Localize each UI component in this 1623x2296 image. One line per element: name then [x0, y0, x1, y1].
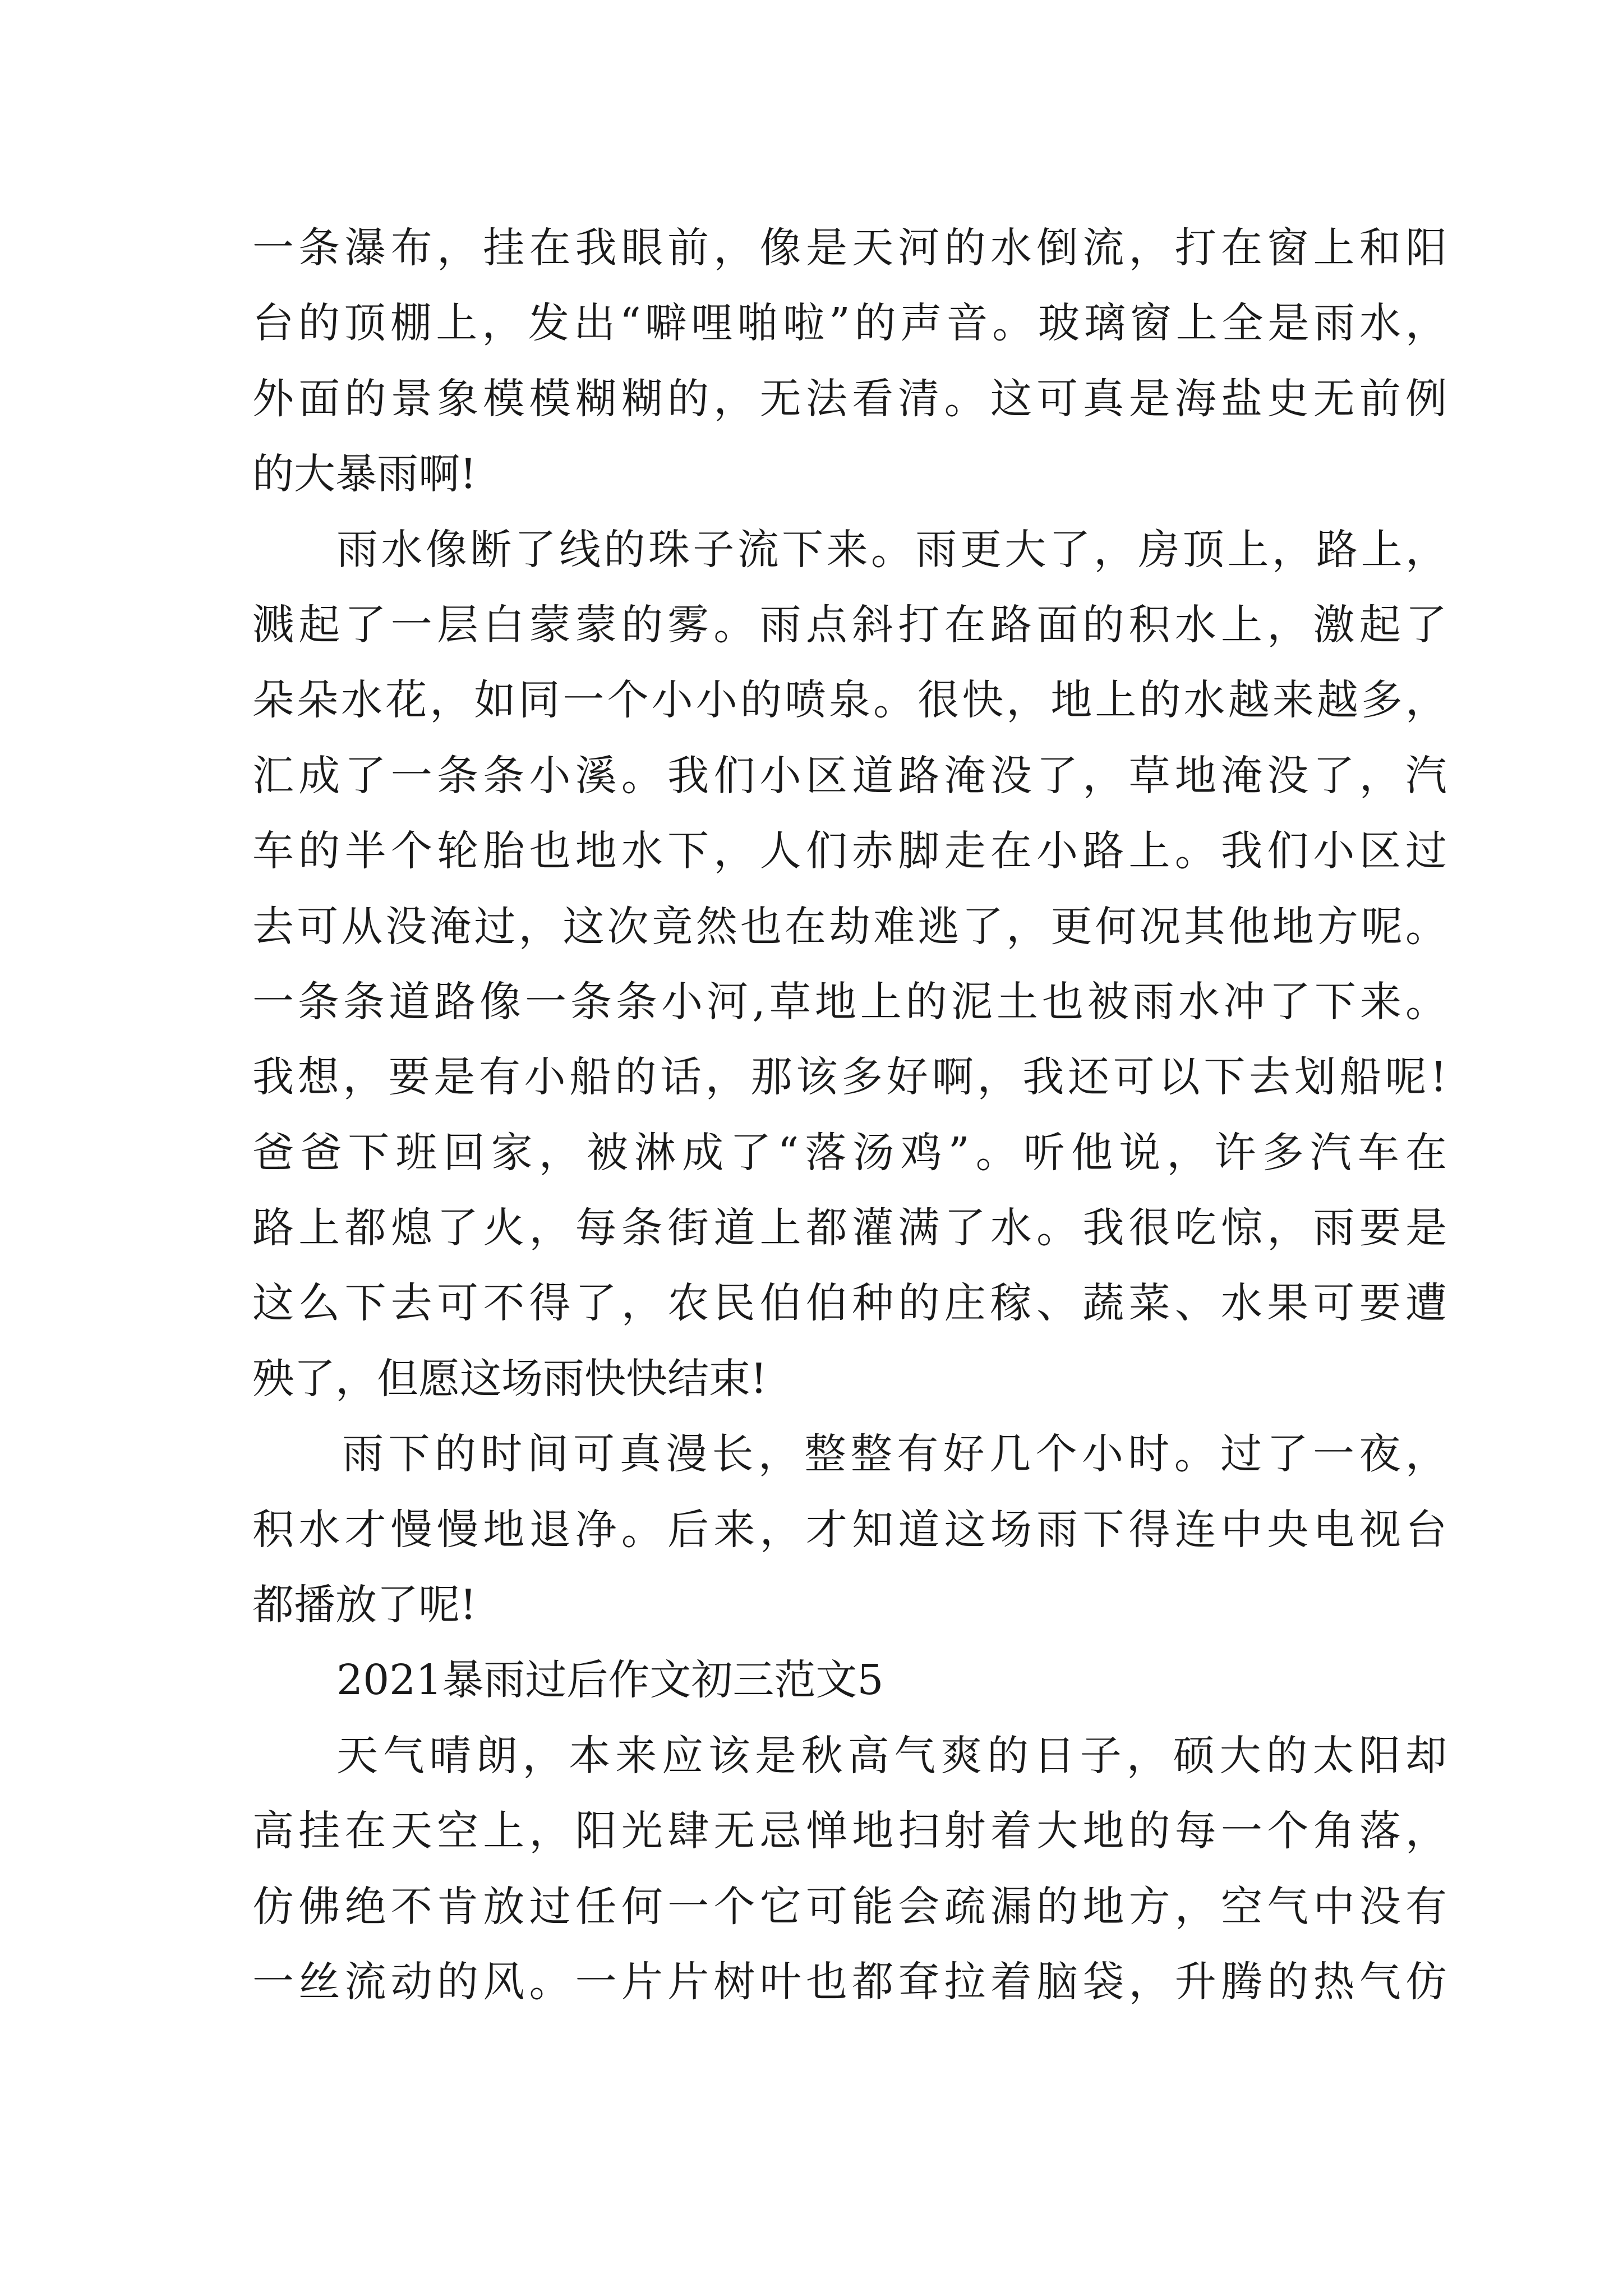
paragraph-first-line: 雨下的时间可真漫长，整整有好几个小时。过了一夜， — [342, 1430, 1447, 1479]
text-line: 高挂在天空上，阳光肆无忌惮地扫射着大地的每一个角落， — [252, 1807, 1447, 1856]
text-line: 汇成了一条条小溪。我们小区道路淹没了，草地淹没了，汽 — [252, 751, 1447, 800]
text-line: 台的顶棚上，发出“噼哩啪啦”的声音。玻璃窗上全是雨水， — [252, 299, 1447, 348]
text-line: 一条条道路像一条条小河,草地上的泥土也被雨水冲了下来。 — [252, 977, 1447, 1026]
text-line: 外面的景象模模糊糊的，无法看清。这可真是海盐史无前例 — [252, 374, 1447, 423]
text-line: 仿佛绝不肯放过任何一个它可能会疏漏的地方，空气中没有 — [252, 1882, 1447, 1931]
text-line: 车的半个轮胎也地水下，人们赤脚走在小路上。我们小区过 — [252, 827, 1447, 876]
text-line: 爸爸下班回家，被淋成了“落汤鸡”。听他说，许多汽车在 — [252, 1128, 1447, 1177]
paragraph-end-line: 都播放了呢! — [252, 1581, 477, 1630]
section-heading: 2021暴雨过后作文初三范文5 — [336, 1656, 884, 1705]
text-line: 去可从没淹过，这次竟然也在劫难逃了，更何况其他地方呢。 — [252, 902, 1447, 951]
text-line: 朵朵水花，如同一个小小的喷泉。很快，地上的水越来越多， — [252, 676, 1447, 725]
paragraph-first-line: 雨水像断了线的珠子流下来。雨更大了，房顶上，路上， — [336, 525, 1447, 574]
text-line: 一丝流动的风。一片片树叶也都耷拉着脑袋，升腾的热气仿 — [252, 1957, 1447, 2006]
paragraph-end-line: 殃了，但愿这场雨快快结束! — [252, 1354, 767, 1403]
text-line: 溅起了一层白蒙蒙的雾。雨点斜打在路面的积水上，激起了 — [252, 600, 1447, 649]
essay-body — [252, 210, 1447, 2019]
text-line: 这么下去可不得了，农民伯伯种的庄稼、蔬菜、水果可要遭 — [252, 1279, 1447, 1328]
paragraph-end-line: 的大暴雨啊! — [252, 450, 477, 499]
paragraph-first-line: 天气晴朗，本来应该是秋高气爽的日子，硕大的太阳却 — [336, 1731, 1447, 1780]
text-line: 路上都熄了火，每条街道上都灌满了水。我很吃惊，雨要是 — [252, 1204, 1447, 1253]
text-line: 一条瀑布，挂在我眼前，像是天河的水倒流，打在窗上和阳 — [252, 224, 1447, 272]
text-line: 积水才慢慢地退净。后来，才知道这场雨下得连中央电视台 — [252, 1505, 1447, 1554]
text-line: 我想，要是有小船的话，那该多好啊，我还可以下去划船呢! — [252, 1053, 1447, 1102]
